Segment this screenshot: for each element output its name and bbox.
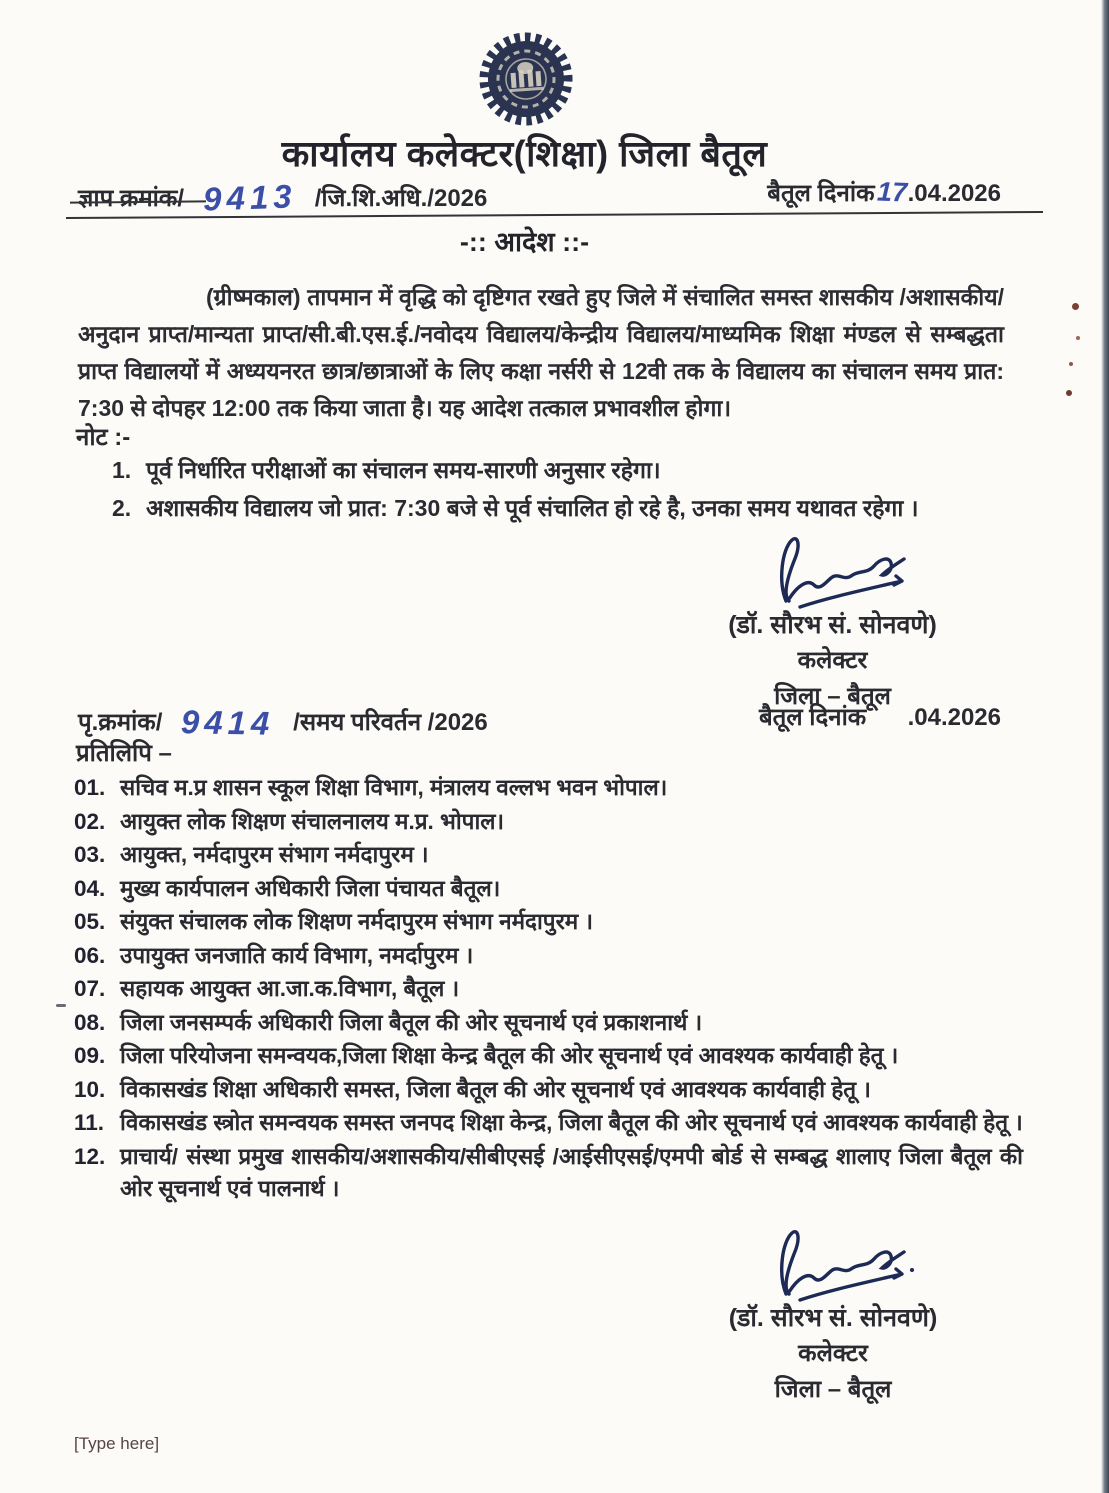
copy-item-number: 11. [74,1110,105,1135]
copy-item-number: 01. [74,775,106,800]
signatory-district: जिला – बैतूल [774,683,891,710]
handwritten-day: 17 [876,176,908,208]
copy-item [72,973,1023,1006]
copy-item [72,806,1023,839]
copy-item-text: सहायक आयुक्त आ.जा.क.विभाग, बैतूल । [120,976,460,1001]
copy-item-text: मुख्य कार्यपालन अधिकारी जिला पंचायत बैतूल। [120,875,501,901]
copy-item-number: 04. [74,875,106,901]
copy-item-text: उपायुक्त जनजाति कार्य विभाग, नमर्दापुरम । [120,942,474,968]
copy-item-number: 02. [74,808,106,834]
memo-date-value: .04.2026 [907,180,1001,207]
copy-item-number: 06. [74,942,106,968]
memo-date-label: बैतूल दिनांक [767,180,875,207]
copy-item-text: विकासखंड स्त्रोत समन्वयक समस्त जनपद शिक्षा केन्द्र, जिला बैतूल की ओर सूचनार्थ एवं आवश्यक कार्यवाही हेतू । [120,1110,1023,1135]
copy-item [72,873,1023,906]
endorsement-number-suffix: /समय परिवर्तन /2026 [293,709,488,736]
government-seal-icon [467,28,585,130]
copy-item [72,1141,1023,1206]
copy-item [72,1074,1023,1107]
copy-item [72,1007,1023,1040]
signatory-name: (डॉ. सौरभ सं. सोनवणे) [728,611,937,639]
copy-item-text: विकासखंड शिक्षा अधिकारी समस्त, जिला बैतूल की ओर सूचनार्थ एवं आवश्यक कार्यवाही हेतू । [120,1076,871,1102]
ink-speck [1072,303,1079,310]
ink-speck [56,1004,66,1007]
copy-item-text: जिला परियोजना समन्वयक,जिला शिक्षा केन्द्र बैतूल की ओर सूचनार्थ एवं आवश्यक कार्यवाही हेतू । [120,1043,899,1068]
ink-speck [1066,390,1072,396]
note-item-text: अशासकीय विद्यालय जो प्रात: 7:30 बजे से पूर्व संचालित हो रहे है, उनका समय यथावत रहेगा । [146,495,919,521]
copy-item [72,940,1023,973]
memo-number-label: ज्ञाप क्रमांक/ [78,185,184,212]
note-item [112,490,1019,527]
note-label: नोट :- [76,424,131,451]
memo-number-left [78,176,488,218]
signature-block [648,1228,1018,1408]
order-heading: -:: आदेश ::- [459,227,590,257]
signatory-district: जिला – बैतूल [774,1376,892,1403]
endorsement-date-value: .04.2026 [907,704,1001,731]
signatory-name: (डॉ. सौरभ सं. सोनवणे) [728,1304,938,1332]
order-body: (ग्रीष्मकाल) तापमान में वृद्धि को दृष्टिगत रखते हुए जिले में संचालित समस्त शासकीय /अशासकीय/अनुदान प्राप्त/मान्यता प्राप्त/सी.बी.एस.ई./नवोदय विद्यालय/केन्द्रीय विद्यालय/माध्यमिक शिक्षा मंण्डल से सम्बद्धता प्राप्त विद्यालयों में अध्ययनरत छात्र/छात्राओं के लिए कक्षा नर्सरी से 12वी तक के विद्यालय का संचालन समय प्रात: 7:30 से दोपहर 12:00 तक किया जाता है। यह आदेश तत्काल प्रभावशील होगा। [78,284,1004,421]
copy-item-text: संयुक्त संचालक लोक शिक्षण नर्मदापुरम संभाग नर्मदापुरम । [120,909,594,934]
note-item-number: 2. [112,495,132,521]
copy-item-number: 10. [74,1076,106,1102]
copy-item [72,839,1023,872]
endorsement-number-label: पृ.क्रमांक/ [78,709,163,736]
memo-number-suffix: /जि.शि.अधि./2026 [314,185,488,212]
signature-scribble-icon [756,1228,946,1306]
copy-item-number: 09. [74,1043,106,1068]
memo-date-group [767,176,1001,209]
note-item-number: 1. [112,457,132,483]
copy-item-text: सचिव म.प्र शासन स्कूल शिक्षा विभाग, मंत्रालय वल्लभ भवन भोपाल। [120,775,668,800]
signature-block [650,535,1015,715]
endorsement-date-group [759,700,1001,733]
copy-item [72,772,1023,805]
note-item [112,452,1019,489]
signatory-role: कलेक्टर [798,1340,868,1367]
ink-speck [1076,336,1080,340]
office-title: कार्यालय कलेक्टर(शिक्षा) जिला बैतूल [281,133,768,174]
copy-item-text: आयुक्त लोक शिक्षण संचालनालय म.प्र. भोपाल। [120,808,505,834]
copy-item-number: 05. [74,909,106,934]
note-list [112,452,1019,528]
endorsement-date-label: बैतूल दिनांक [758,704,867,731]
ink-speck [1069,362,1073,366]
note-item-text: पूर्व निर्धारित परीक्षाओं का संचालन समय-सारणी अनुसार रहेगा। [146,457,661,483]
copy-item-text: प्राचार्य/ संस्था प्रमुख शासकीय/अशासकीय/सीबीएसई /आईसीएसई/एमपी बोर्ड से सम्बद्ध शालाए जिला बैतूल की ओर सूचनार्थ एवं पालनार्थ । [120,1143,1023,1201]
copy-item [72,1040,1023,1073]
copy-item [72,906,1023,939]
page-edge-shadow [1101,0,1109,1493]
copies-heading: प्रतिलिपि – [76,740,172,767]
copy-item-text: जिला जनसम्पर्क अधिकारी जिला बैतूल की ओर सूचनार्थ एवं प्रकाशनार्थ । [120,1009,703,1035]
copy-item-number: 08. [74,1009,106,1035]
signature-scribble-icon [756,535,946,613]
copy-item-number: 12. [74,1143,106,1169]
signatory-role: कलेक्टर [797,647,868,674]
footer-placeholder: [Type here] [74,1434,160,1453]
handwritten-memo-number: 9413 [202,177,297,218]
copy-item-number: 07. [74,976,106,1001]
handwritten-endorsement-number: 9414 [180,703,275,742]
copy-item-text: आयुक्त, नर्मदापुरम संभाग नर्मदापुरम । [120,842,429,867]
copy-list [72,772,1023,1207]
endorsement-number-left [78,700,488,742]
copy-item-number: 03. [74,842,106,867]
copy-item [72,1107,1023,1140]
